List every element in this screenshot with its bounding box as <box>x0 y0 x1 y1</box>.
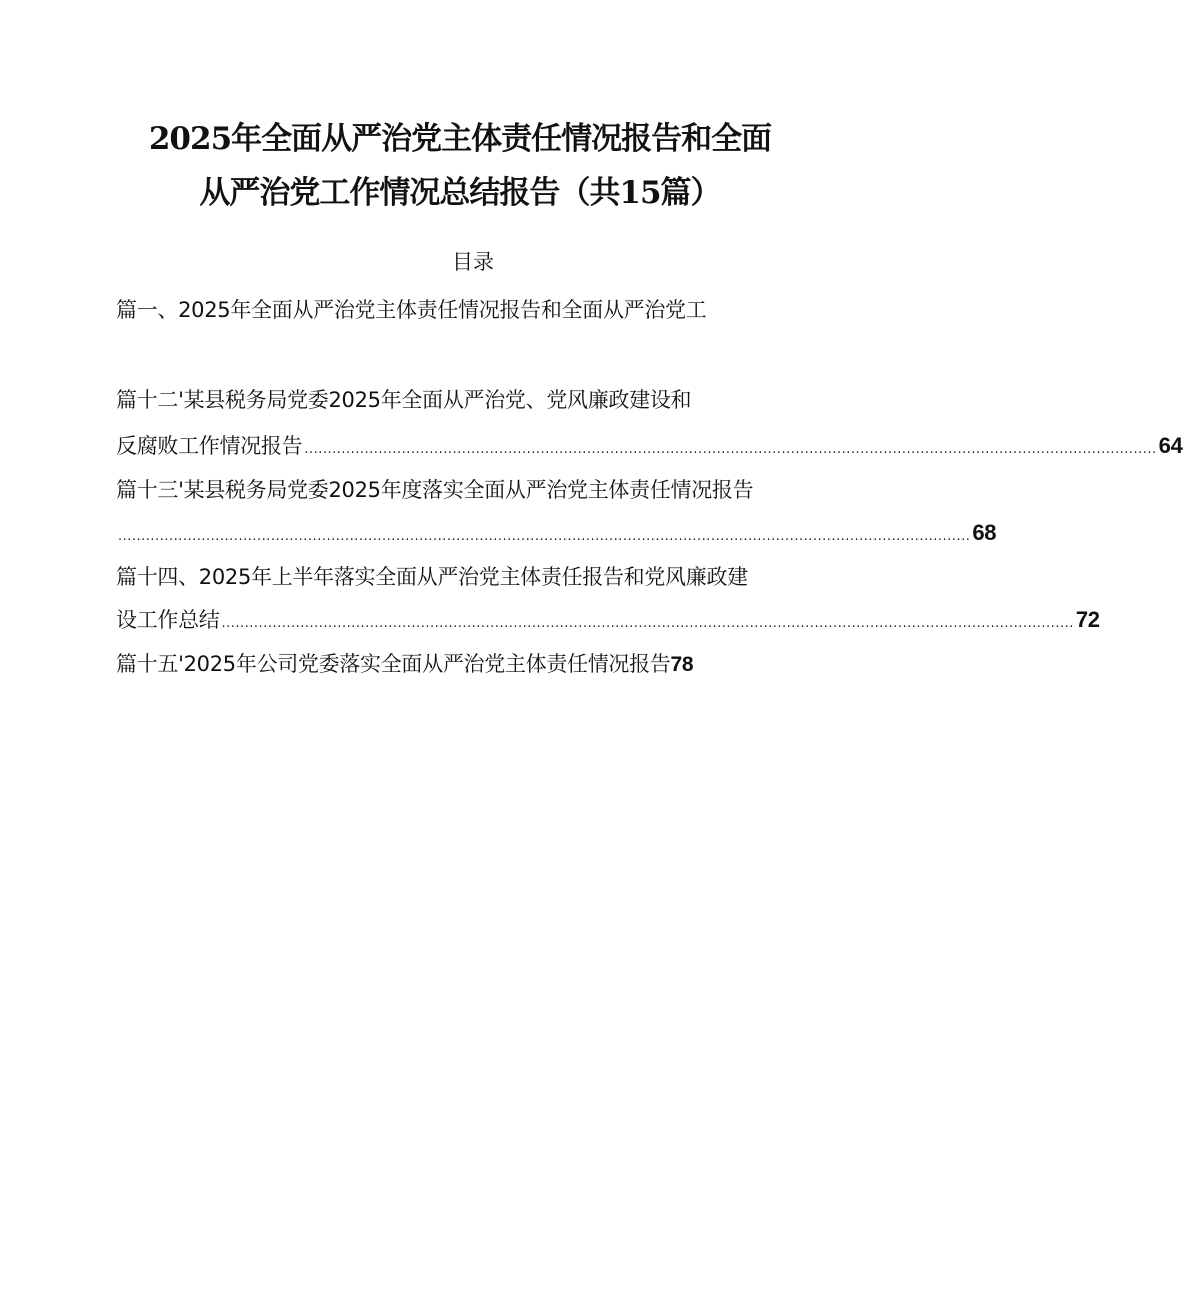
toc-entry-12-line-2[interactable] <box>116 430 1183 466</box>
toc-entry-13-page: 68 <box>972 520 997 545</box>
title-line-1: 2025年全面从严治党主体责任情况报告和全面 <box>148 121 772 157</box>
toc-entry-12-page: 64 <box>1158 433 1183 458</box>
toc-entry-1[interactable] <box>116 294 828 326</box>
toc-entry-14-line-1[interactable] <box>116 561 828 593</box>
toc-entry-12-text-cont: 反腐败工作情况报告 <box>116 434 303 458</box>
document-title <box>60 112 860 220</box>
toc-entry-1-text: 篇一、2025年全面从严治党主体责任情况报告和全面从严治党工 <box>116 298 707 322</box>
toc-entry-14-text-cont: 设工作总结 <box>116 608 220 632</box>
toc-entry-12-text: 篇十二'某县税务局党委2025年全面从严治党、党风廉政建设和 <box>116 388 692 412</box>
toc-entry-13-line-1[interactable] <box>116 474 828 506</box>
toc-entry-15-page: 78 <box>670 653 694 676</box>
toc-entry-13-line-2[interactable] <box>116 517 997 553</box>
toc-heading: 目录 <box>452 250 494 274</box>
toc-entry-15[interactable] <box>116 648 828 681</box>
toc-entry-14-page: 72 <box>1075 607 1100 632</box>
toc-entry-13-text: 篇十三'某县税务局党委2025年度落实全面从严治党主体责任情况报告 <box>116 478 754 502</box>
toc-entry-12-line-1[interactable] <box>116 384 828 416</box>
toc-entry-14-text: 篇十四、2025年上半年落实全面从严治党主体责任报告和党风廉政建 <box>116 565 748 589</box>
dot-leader: ........................................................................................................................................................................................ <box>118 529 971 544</box>
dot-leader: ........................................................................................................................................................................................ <box>304 442 1157 457</box>
dot-leader: ........................................................................................................................................................................................ <box>221 616 1074 631</box>
toc-entry-14-line-2[interactable] <box>116 604 1100 640</box>
title-line-2: 从严治党工作情况总结报告（共15篇） <box>199 175 721 211</box>
toc-entry-15-text: 篇十五'2025年公司党委落实全面从严治党主体责任情况报告 <box>116 652 671 676</box>
